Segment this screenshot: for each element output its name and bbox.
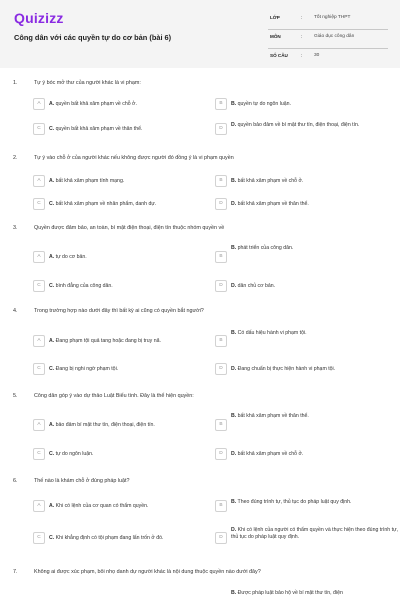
option-text: quyền tự do ngôn luận. (237, 101, 292, 107)
meta-row-subject (268, 30, 388, 49)
option-badge: C (33, 198, 45, 210)
option-text: tự do cơ bản. (55, 254, 87, 260)
option-text: bất khả xâm phạm về thân thể. (237, 413, 309, 419)
option-badge: A (33, 500, 45, 512)
option-text: Đang bị nghi ngờ phạm tội. (55, 366, 119, 372)
option-text: Khi khẳng định có tội phạm đang lẩn trốn ở đó. (55, 535, 164, 541)
quizizz-logo: Quizizz (14, 10, 64, 26)
option-text: bất khả xâm phạm tính mạng. (55, 178, 125, 184)
option-badge: A (33, 175, 45, 187)
option-badge: A (33, 251, 45, 263)
option-text: Đang phạm tội quả tang hoặc đang bị truy nã. (55, 338, 161, 344)
worksheet-header (0, 0, 400, 68)
option-text: Khi có lệnh của cơ quan có thẩm quyền. (55, 503, 149, 509)
question-number: 2. (13, 155, 18, 161)
option-label: A. (49, 422, 55, 428)
question-text: Quyền được đảm bảo, an toàn, bí mật điện thoại, điện tín thuộc nhóm quyền về (34, 225, 225, 231)
option-text: Khi có lệnh của người có thẩm quyền và thực hiện theo đúng trình tự, thủ tục do pháp luật quy định. (231, 527, 398, 540)
option-badge: C (33, 280, 45, 292)
option-badge: C (33, 363, 45, 375)
meta-table (268, 11, 388, 68)
meta-value: 30 (314, 53, 320, 58)
option-label: C. (49, 201, 55, 207)
option-badge: C (33, 532, 45, 544)
option-label: A. (49, 101, 55, 107)
option-badge: A (33, 419, 45, 431)
option-badge: B (215, 335, 227, 347)
meta-key: MÔN (270, 34, 281, 39)
option-text: Đang chuẩn bị thực hiện hành vi phạm tội. (237, 366, 336, 372)
option-label: A. (49, 338, 55, 344)
option-badge: B (215, 175, 227, 187)
option-label: B. (231, 178, 237, 184)
option-text: bất khả xâm phạm về thân thể. (237, 201, 309, 207)
option-label: C. (49, 126, 55, 132)
option-label: C. (49, 366, 55, 372)
option-text: Có dấu hiệu hành vi phạm tội. (237, 330, 307, 336)
meta-separator: : (301, 34, 303, 39)
option-badge: C (33, 123, 45, 135)
option-badge: B (215, 419, 227, 431)
option-label: B. (231, 499, 237, 505)
option-badge: D (215, 123, 227, 135)
option-label: D. (231, 366, 237, 372)
option-label: D. (231, 122, 237, 128)
option-text: dân chủ cơ bản. (237, 283, 276, 289)
option-badge: D (215, 363, 227, 375)
question-number: 5. (13, 393, 18, 399)
option-label: B. (231, 245, 237, 251)
option-badge: D (215, 532, 227, 544)
option-text: phát triển của công dân. (237, 245, 294, 251)
question-text: Trong trường hợp nào dưới đây thì bất kỳ ai cũng có quyền bắt người? (34, 308, 204, 314)
option-label: D. (231, 527, 237, 533)
option-label: B. (231, 590, 237, 596)
question-text: Không ai được xúc phạm, bôi nhọ danh dự người khác là nội dung thuộc quyền nào dưới đây? (34, 569, 261, 575)
question-number: 3. (13, 225, 18, 231)
question-text: Tự ý bóc mở thư của người khác là vi phạm: (34, 80, 141, 86)
option-badge: A (33, 335, 45, 347)
meta-key: SỐ CÂU (270, 53, 288, 58)
meta-value: Giáo dục công dân (314, 34, 355, 39)
question-text: Thế nào là khám chỗ ở đúng pháp luật? (34, 478, 130, 484)
question-number: 6. (13, 478, 18, 484)
option-badge: B (215, 98, 227, 110)
meta-separator: : (301, 53, 303, 58)
option-text: bất khả xâm phạm về chỗ ở. (237, 178, 304, 184)
meta-key: LỚP (270, 15, 280, 20)
option-badge: B (215, 251, 227, 263)
option-label: C. (49, 451, 55, 457)
meta-row-class (268, 11, 388, 30)
option-label: B. (231, 330, 237, 336)
question-text: Tự ý vào chỗ ở của người khác nếu không được người đó đồng ý là vi phạm quyền (34, 155, 234, 161)
option-label: C. (49, 283, 55, 289)
meta-row-question-count (268, 49, 388, 68)
option-label: A. (49, 178, 55, 184)
option-badge: D (215, 448, 227, 460)
option-text: Được pháp luật bảo hộ về bí mật thư tín, điện (237, 590, 343, 596)
option-text: bình đẳng của công dân. (55, 283, 113, 289)
option-label: D. (231, 451, 237, 457)
option-text: quyền bất khả xâm phạm về chỗ ở. (55, 101, 137, 107)
option-text: bất khả xâm phạm về nhân phẩm, danh dự. (55, 201, 157, 207)
question-number: 1. (13, 80, 18, 86)
option-text: quyền bất khả xâm phạm về thân thể. (55, 126, 143, 132)
option-label: B. (231, 413, 237, 419)
option-label: A. (49, 254, 55, 260)
option-label: D. (231, 283, 237, 289)
option-badge: C (33, 448, 45, 460)
option-text: Theo đúng trình tự, thủ tục do pháp luật quy định. (237, 499, 352, 505)
option-label: A. (49, 503, 55, 509)
option-text: bất khả xâm phạm về chỗ ở. (237, 451, 304, 457)
option-text: quyền bảo đảm về bí mật thư tín, điện thoại, điện tín. (237, 122, 360, 128)
meta-separator: : (301, 15, 303, 20)
question-number: 4. (13, 308, 18, 314)
question-text: Công dân góp ý vào dự thảo Luật Biểu tình. Đây là thể hiện quyền: (34, 393, 194, 399)
option-badge: D (215, 198, 227, 210)
option-label: C. (49, 535, 55, 541)
meta-value: Tốt nghiệp THPT (314, 15, 351, 20)
option-text: tự do ngôn luận. (55, 451, 94, 457)
question-number: 7. (13, 569, 18, 575)
option-badge: A (33, 98, 45, 110)
option-badge: D (215, 280, 227, 292)
option-badge: B (215, 500, 227, 512)
option-label: B. (231, 101, 237, 107)
worksheet-title: Công dân với các quyền tự do cơ bản (bài 6) (14, 33, 172, 42)
option-text: bảo đảm bí mật thư tín, điện thoại, điện tín. (55, 422, 155, 428)
option-label: D. (231, 201, 237, 207)
